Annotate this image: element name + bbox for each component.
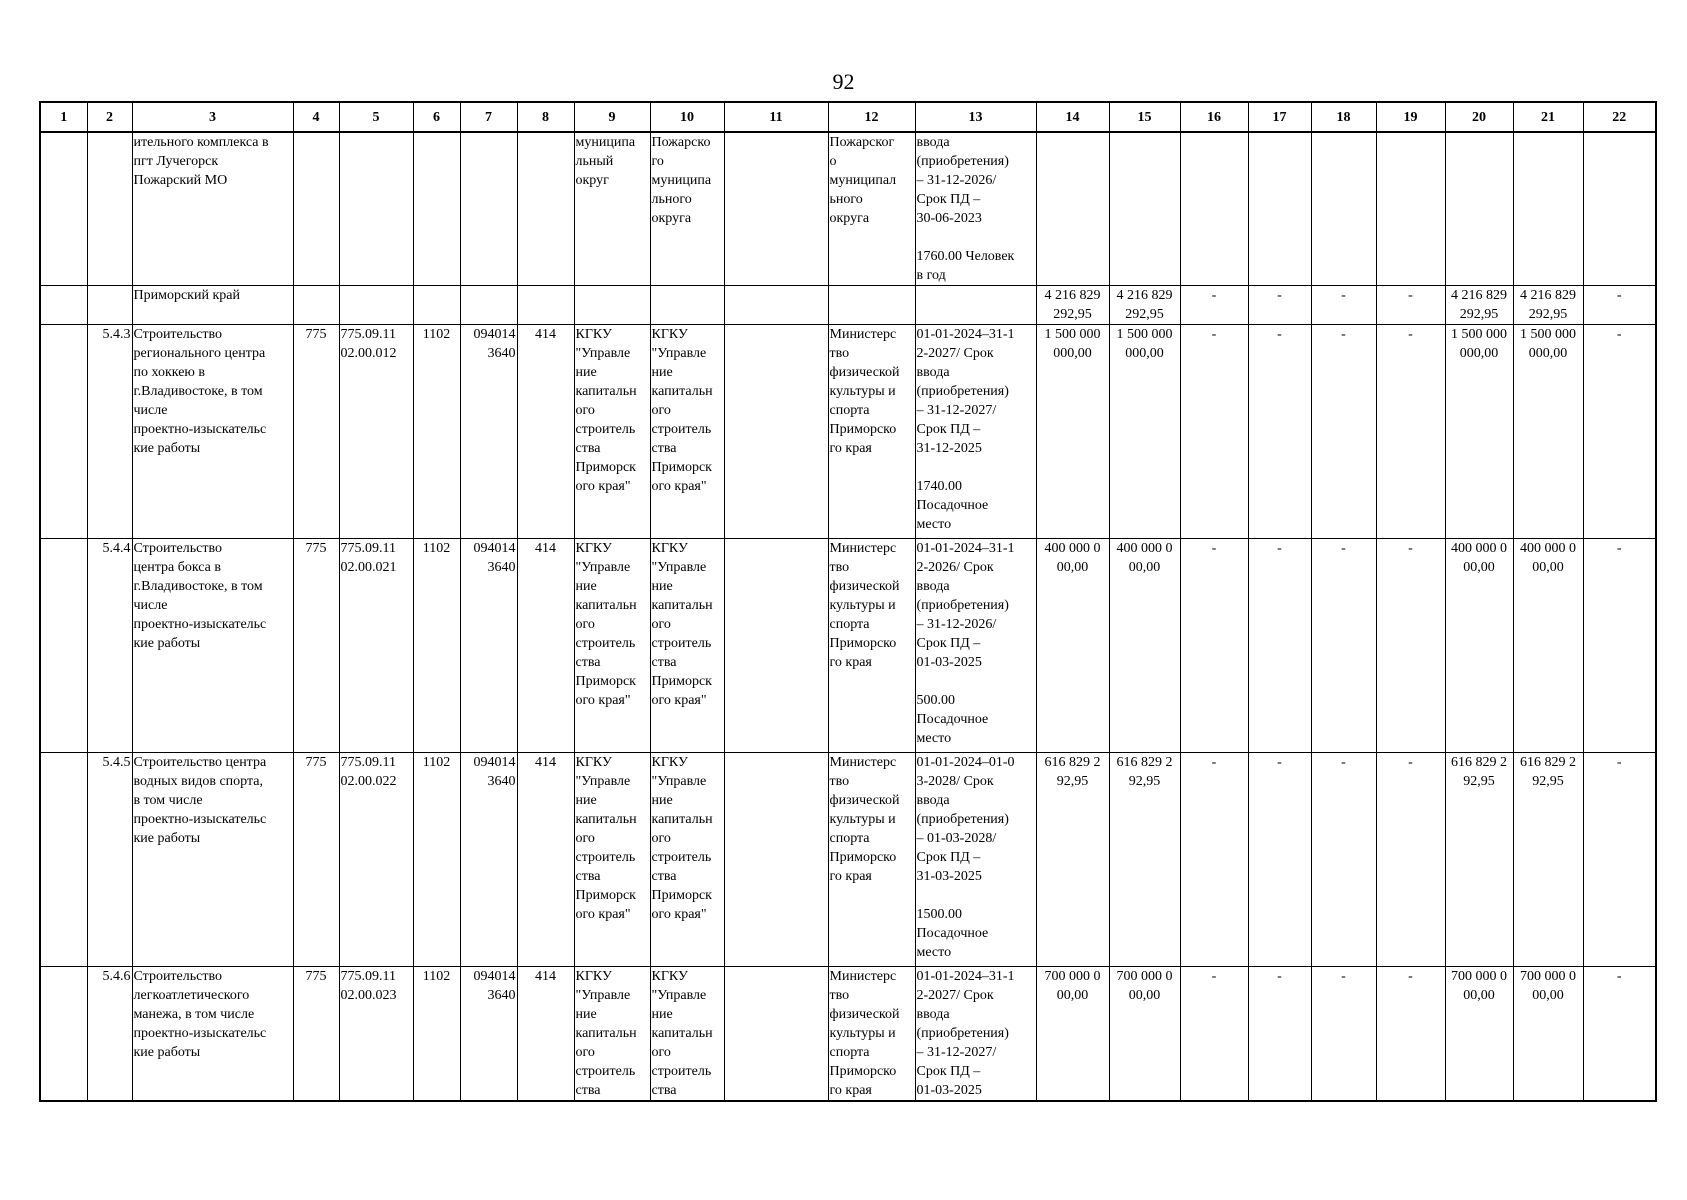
cell-col9: КГКУ "Управле ние капитальн ого строитель ства Приморск ого края": [574, 539, 650, 753]
cell-col22: [1583, 132, 1656, 286]
cell-col17: -: [1248, 539, 1311, 753]
cell-col15: [1109, 132, 1180, 286]
cell-col9: муниципа льный округ: [574, 132, 650, 286]
cell-col4: 775: [293, 753, 339, 967]
cell-col21: [1513, 132, 1583, 286]
cell-col8: 414: [517, 325, 574, 539]
page-number: 92: [832, 69, 855, 94]
column-header: 5: [339, 102, 413, 132]
cell-col19: -: [1376, 967, 1445, 1102]
cell-col21: 1 500 000 000,00: [1513, 325, 1583, 539]
cell-col18: -: [1311, 286, 1376, 325]
column-header: 15: [1109, 102, 1180, 132]
cell-col9: [574, 286, 650, 325]
cell-col20: 616 829 2 92,95: [1445, 753, 1513, 967]
table-row-5-4-5: [40, 753, 1656, 967]
cell-code: [87, 286, 132, 325]
cell-col18: [1311, 132, 1376, 286]
cell-col12: Пожарског о муниципал ьного округа: [828, 132, 915, 286]
cell-number: [40, 539, 87, 753]
column-header: 3: [132, 102, 293, 132]
cell-col10: КГКУ "Управле ние капитальн ого строитель ства Приморск ого края": [650, 539, 724, 753]
cell-col11: [724, 967, 828, 1102]
cell-col15: 700 000 0 00,00: [1109, 967, 1180, 1102]
cell-col17: -: [1248, 325, 1311, 539]
cell-col22: -: [1583, 967, 1656, 1102]
cell-col7: [460, 286, 517, 325]
cell-col20: 400 000 0 00,00: [1445, 539, 1513, 753]
cell-col10: Пожарско го муниципа льного округа: [650, 132, 724, 286]
cell-col5: [339, 132, 413, 286]
cell-col20: [1445, 132, 1513, 286]
cell-col5: 775.09.11 02.00.021: [339, 539, 413, 753]
cell-col6: [413, 132, 460, 286]
cell-col16: -: [1180, 967, 1248, 1102]
column-header: 14: [1036, 102, 1109, 132]
cell-col22: -: [1583, 325, 1656, 539]
column-header: 8: [517, 102, 574, 132]
cell-col8: [517, 132, 574, 286]
table-row-continuation: [40, 132, 1656, 286]
cell-object-name: Приморский край: [132, 286, 293, 325]
cell-col14: 400 000 0 00,00: [1036, 539, 1109, 753]
column-header: 6: [413, 102, 460, 132]
cell-col7: 094014 3640: [460, 967, 517, 1102]
cell-col20: 4 216 829 292,95: [1445, 286, 1513, 325]
column-header: 22: [1583, 102, 1656, 132]
cell-col17: [1248, 132, 1311, 286]
cell-object-name: ительного комплекса в пгт Лучегорск Пожарский МО: [132, 132, 293, 286]
cell-col14: 700 000 0 00,00: [1036, 967, 1109, 1102]
cell-col13: [915, 286, 1036, 325]
cell-col21: 700 000 0 00,00: [1513, 967, 1583, 1102]
cell-col16: [1180, 132, 1248, 286]
cell-col18: -: [1311, 325, 1376, 539]
cell-col16: -: [1180, 325, 1248, 539]
cell-object-name: Строительство регионального центра по хоккею в г.Владивостоке, в том числе проектно-изыскательс кие работы: [132, 325, 293, 539]
cell-col12: Министерс тво физической культуры и спорта Приморско го края: [828, 539, 915, 753]
column-header: 4: [293, 102, 339, 132]
cell-col19: -: [1376, 753, 1445, 967]
header-row: [40, 102, 1656, 132]
cell-col17: -: [1248, 753, 1311, 967]
cell-col20: 1 500 000 000,00: [1445, 325, 1513, 539]
cell-code: 5.4.4: [87, 539, 132, 753]
cell-number: [40, 967, 87, 1102]
cell-col6: 1102: [413, 967, 460, 1102]
cell-col11: [724, 325, 828, 539]
cell-col13: 01-01-2024–31-1 2-2027/ Срок ввода (приобретения) – 31-12-2027/ Срок ПД – 31-12-2025 1740.00 Посадочное место: [915, 325, 1036, 539]
cell-col18: -: [1311, 753, 1376, 967]
cell-col22: -: [1583, 286, 1656, 325]
cell-col19: -: [1376, 539, 1445, 753]
cell-col18: -: [1311, 967, 1376, 1102]
cell-object-name: Строительство центра бокса в г.Владивостоке, в том числе проектно-изыскательс кие работы: [132, 539, 293, 753]
cell-col10: КГКУ "Управле ние капитальн ого строитель ства Приморск ого края": [650, 753, 724, 967]
cell-col19: [1376, 132, 1445, 286]
cell-col15: 4 216 829 292,95: [1109, 286, 1180, 325]
cell-col20: 700 000 0 00,00: [1445, 967, 1513, 1102]
cell-col21: 4 216 829 292,95: [1513, 286, 1583, 325]
cell-code: 5.4.3: [87, 325, 132, 539]
cell-col11: [724, 132, 828, 286]
cell-col4: 775: [293, 325, 339, 539]
cell-col12: Министерс тво физической культуры и спорта Приморско го края: [828, 325, 915, 539]
cell-col5: 775.09.11 02.00.022: [339, 753, 413, 967]
cell-col10: [650, 286, 724, 325]
cell-col11: [724, 539, 828, 753]
cell-number: [40, 132, 87, 286]
cell-col7: 094014 3640: [460, 753, 517, 967]
cell-col8: 414: [517, 753, 574, 967]
cell-col19: -: [1376, 325, 1445, 539]
cell-col4: [293, 286, 339, 325]
column-header: 10: [650, 102, 724, 132]
cell-col9: КГКУ "Управле ние капитальн ого строитель ства Приморск ого края": [574, 325, 650, 539]
cell-col15: 616 829 2 92,95: [1109, 753, 1180, 967]
cell-col12: Министерс тво физической культуры и спорта Приморско го края: [828, 967, 915, 1102]
cell-col16: -: [1180, 286, 1248, 325]
cell-col11: [724, 286, 828, 325]
cell-col5: [339, 286, 413, 325]
column-header: 7: [460, 102, 517, 132]
cell-col21: 400 000 0 00,00: [1513, 539, 1583, 753]
cell-col8: [517, 286, 574, 325]
cell-col4: [293, 132, 339, 286]
cell-col10: КГКУ "Управле ние капитальн ого строитель ства Приморск ого края": [650, 325, 724, 539]
cell-code: 5.4.5: [87, 753, 132, 967]
cell-col17: -: [1248, 967, 1311, 1102]
column-header: 12: [828, 102, 915, 132]
cell-col7: 094014 3640: [460, 325, 517, 539]
cell-code: 5.4.6: [87, 967, 132, 1102]
cell-col14: 616 829 2 92,95: [1036, 753, 1109, 967]
column-header: 9: [574, 102, 650, 132]
cell-col9: КГКУ "Управле ние капитальн ого строитель ства: [574, 967, 650, 1102]
column-header: 21: [1513, 102, 1583, 132]
cell-col12: [828, 286, 915, 325]
cell-col6: 1102: [413, 753, 460, 967]
cell-col17: -: [1248, 286, 1311, 325]
cell-col13: 01-01-2024–31-1 2-2026/ Срок ввода (приобретения) – 31-12-2026/ Срок ПД – 01-03-2025 500.00 Посадочное место: [915, 539, 1036, 753]
column-header: 13: [915, 102, 1036, 132]
column-header: 11: [724, 102, 828, 132]
cell-col7: [460, 132, 517, 286]
cell-col21: 616 829 2 92,95: [1513, 753, 1583, 967]
cell-col6: 1102: [413, 325, 460, 539]
cell-col8: 414: [517, 539, 574, 753]
cell-col13: 01-01-2024–01-0 3-2028/ Срок ввода (приобретения) – 01-03-2028/ Срок ПД – 31-03-2025 1500.00 Посадочное место: [915, 753, 1036, 967]
cell-col6: 1102: [413, 539, 460, 753]
column-header: 20: [1445, 102, 1513, 132]
cell-col11: [724, 753, 828, 967]
cell-col14: 4 216 829 292,95: [1036, 286, 1109, 325]
cell-col13: ввода (приобретения) – 31-12-2026/ Срок ПД – 30-06-2023 1760.00 Человек в год: [915, 132, 1036, 286]
column-header: 2: [87, 102, 132, 132]
cell-col13: 01-01-2024–31-1 2-2027/ Срок ввода (приобретения) – 31-12-2027/ Срок ПД – 01-03-2025: [915, 967, 1036, 1102]
cell-col10: КГКУ "Управле ние капитальн ого строитель ства: [650, 967, 724, 1102]
table-row-region-total: [40, 286, 1656, 325]
cell-col4: 775: [293, 967, 339, 1102]
column-header: 16: [1180, 102, 1248, 132]
cell-number: [40, 753, 87, 967]
cell-col16: -: [1180, 539, 1248, 753]
column-header: 1: [40, 102, 87, 132]
cell-col18: -: [1311, 539, 1376, 753]
cell-col16: -: [1180, 753, 1248, 967]
table-row-5-4-6: [40, 967, 1656, 1102]
column-header: 19: [1376, 102, 1445, 132]
cell-number: [40, 325, 87, 539]
budget-table: [39, 101, 1657, 1102]
cell-col6: [413, 286, 460, 325]
cell-col7: 094014 3640: [460, 539, 517, 753]
cell-col19: -: [1376, 286, 1445, 325]
cell-col14: [1036, 132, 1109, 286]
cell-col9: КГКУ "Управле ние капитальн ого строитель ства Приморск ого края": [574, 753, 650, 967]
table-row-5-4-3: [40, 325, 1656, 539]
cell-col4: 775: [293, 539, 339, 753]
column-header: 17: [1248, 102, 1311, 132]
cell-col12: Министерс тво физической культуры и спорта Приморско го края: [828, 753, 915, 967]
cell-col22: -: [1583, 539, 1656, 753]
cell-code: [87, 132, 132, 286]
cell-col8: 414: [517, 967, 574, 1102]
cell-col22: -: [1583, 753, 1656, 967]
cell-col15: 1 500 000 000,00: [1109, 325, 1180, 539]
cell-col15: 400 000 0 00,00: [1109, 539, 1180, 753]
cell-col14: 1 500 000 000,00: [1036, 325, 1109, 539]
table-row-5-4-4: [40, 539, 1656, 753]
cell-object-name: Строительство легкоатлетического манежа, в том числе проектно-изыскательс кие работы: [132, 967, 293, 1102]
column-header: 18: [1311, 102, 1376, 132]
cell-number: [40, 286, 87, 325]
cell-col5: 775.09.11 02.00.023: [339, 967, 413, 1102]
cell-col5: 775.09.11 02.00.012: [339, 325, 413, 539]
cell-object-name: Строительство центра водных видов спорта, в том числе проектно-изыскательс кие работы: [132, 753, 293, 967]
